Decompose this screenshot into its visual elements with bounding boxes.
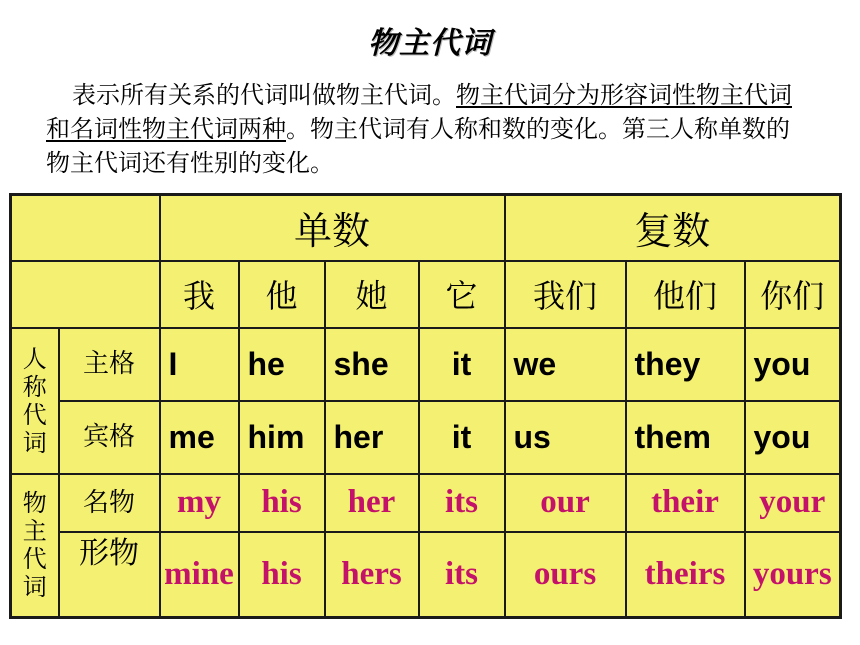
person-header: 你们: [745, 261, 841, 328]
intro-paragraph: [46, 78, 806, 180]
person-header: 他: [239, 261, 325, 328]
possessive-cell: yours: [745, 532, 841, 618]
person-header: 我: [160, 261, 239, 328]
singular-header: 单数: [160, 195, 505, 261]
pronoun-cell: us: [505, 401, 626, 474]
row-label-adjective-possessive: 名物: [59, 474, 160, 532]
possessive-pronoun-group: 物 主 代 词: [11, 474, 59, 618]
possessive-cell: theirs: [626, 532, 745, 618]
intro-text-2: 。物主代词有人称和数的变化。第三人称单数的物主代词还有性别的变化。: [46, 115, 790, 177]
person-header: 我们: [505, 261, 626, 328]
pronoun-cell: we: [505, 328, 626, 401]
pronoun-cell: it: [419, 328, 505, 401]
pronoun-cell: he: [239, 328, 325, 401]
possessive-cell: his: [239, 474, 325, 532]
possessive-cell: hers: [325, 532, 419, 618]
possessive-cell: my: [160, 474, 239, 532]
pronoun-cell: me: [160, 401, 239, 474]
pronoun-cell: you: [745, 401, 841, 474]
pronoun-cell: him: [239, 401, 325, 474]
corner-cell: [11, 195, 160, 261]
possessive-cell: her: [325, 474, 419, 532]
pronoun-cell: you: [745, 328, 841, 401]
possessive-cell: your: [745, 474, 841, 532]
possessive-cell: our: [505, 474, 626, 532]
personal-pronoun-group: 人 称 代 词: [11, 328, 59, 474]
possessive-cell: his: [239, 532, 325, 618]
pronoun-cell: they: [626, 328, 745, 401]
page-title: 物主代词: [368, 26, 492, 61]
plural-header: 复数: [505, 195, 841, 261]
corner-cell-2: [11, 261, 160, 328]
pronoun-cell: them: [626, 401, 745, 474]
possessive-cell: its: [419, 474, 505, 532]
pronoun-cell: her: [325, 401, 419, 474]
row-label-nominal-possessive: 形物: [59, 532, 160, 618]
person-header: 他们: [626, 261, 745, 328]
pronoun-cell: she: [325, 328, 419, 401]
pronoun-cell: I: [160, 328, 239, 401]
row-label-nominative: 主格: [59, 328, 160, 401]
possessive-cell: mine: [160, 532, 239, 618]
person-header: 它: [419, 261, 505, 328]
person-header: 她: [325, 261, 419, 328]
intro-text-1: 表示所有关系的代词叫做物主代词。: [72, 81, 456, 109]
possessive-cell: ours: [505, 532, 626, 618]
possessive-cell: its: [419, 532, 505, 618]
pronoun-cell: it: [419, 401, 505, 474]
possessive-cell: their: [626, 474, 745, 532]
pronoun-table: [9, 193, 842, 619]
intro-underlined-text: 物主代词分为形容词性物主代词和名词性物主代词两种: [46, 81, 792, 143]
row-label-objective: 宾格: [59, 401, 160, 474]
